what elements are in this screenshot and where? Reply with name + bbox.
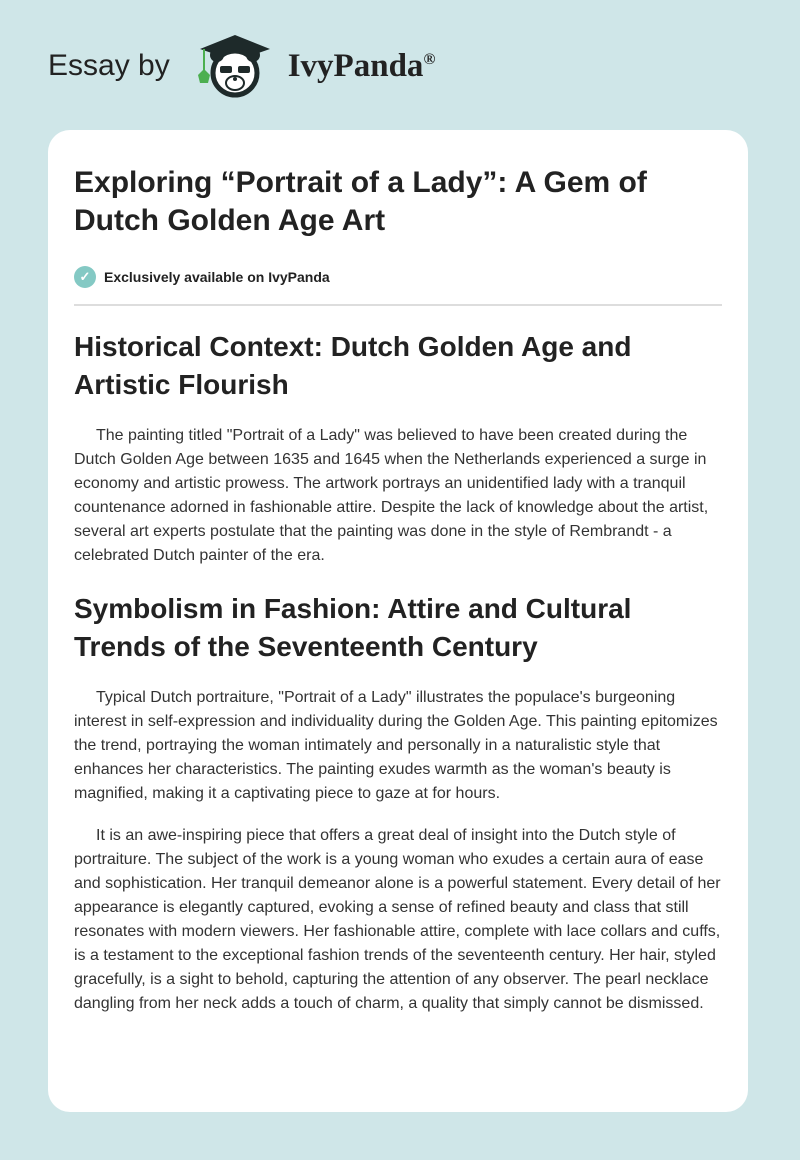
paragraph: Typical Dutch portraiture, "Portrait of a Lady" illustrates the populace's burgeoning interest in self-expression and individuality during the Golden Age. This painting epitomizes the trend, portraying the woman intimately and personally in a naturalistic style that enhances her characteristics. The painting exudes warmth as the woman's beauty is magnified, making it a captivating piece to gaze at for hours. [74,689,718,802]
paragraph: The painting titled "Portrait of a Lady" was believed to have been created during the Dutch Golden Age between 1635 and 1645 when the Netherlands experienced a surge in economy and artistic prowess. The artwork portrays an unidentified lady with a tranquil countenance adorned in fashionable attire. Despite the lack of knowledge about the artist, several art experts postulate that the painting was done in the style of Rembrandt - a celebrated Dutch painter of the era. [74,427,709,564]
exclusive-badge [74,266,722,306]
paragraph: It is an awe-inspiring piece that offers a great deal of insight into the Dutch style of portraiture. The subject of the work is a young woman who exudes a certain aura of ease and sophistication. Her tranquil demeanor alone is a powerful statement. Every detail of her appearance is elegantly captured, evoking a sense of refined beauty and class that still resonates with modern viewers. Her fashionable attire, complete with lace collars and cuffs, is a testament to the exceptional fashion trends of the seventeenth century. Her hair, styled gracefully, is a sight to behold, capturing the attention of any observer. The pearl necklace dangling from her neck adds a touch of charm, a quality that simply cannot be dismissed. [74,827,721,1012]
check-icon: ✓ [74,266,96,288]
essay-by-label: Essay by [48,49,170,82]
section-heading: Symbolism in Fashion: Attire and Cultural Trends of the Seventeenth Century [74,593,632,662]
essay-card [48,130,748,1112]
exclusive-label: Exclusively available on IvyPanda [104,269,330,285]
section-heading: Historical Context: Dutch Golden Age and Artistic Flourish [74,331,632,400]
page-title: Exploring “Portrait of a Lady”: A Gem of Dutch Golden Age Art [74,166,647,237]
brand-name: IvyPanda® [287,47,436,84]
brand-header[interactable] [48,36,435,96]
panda-logo-icon [190,33,280,99]
